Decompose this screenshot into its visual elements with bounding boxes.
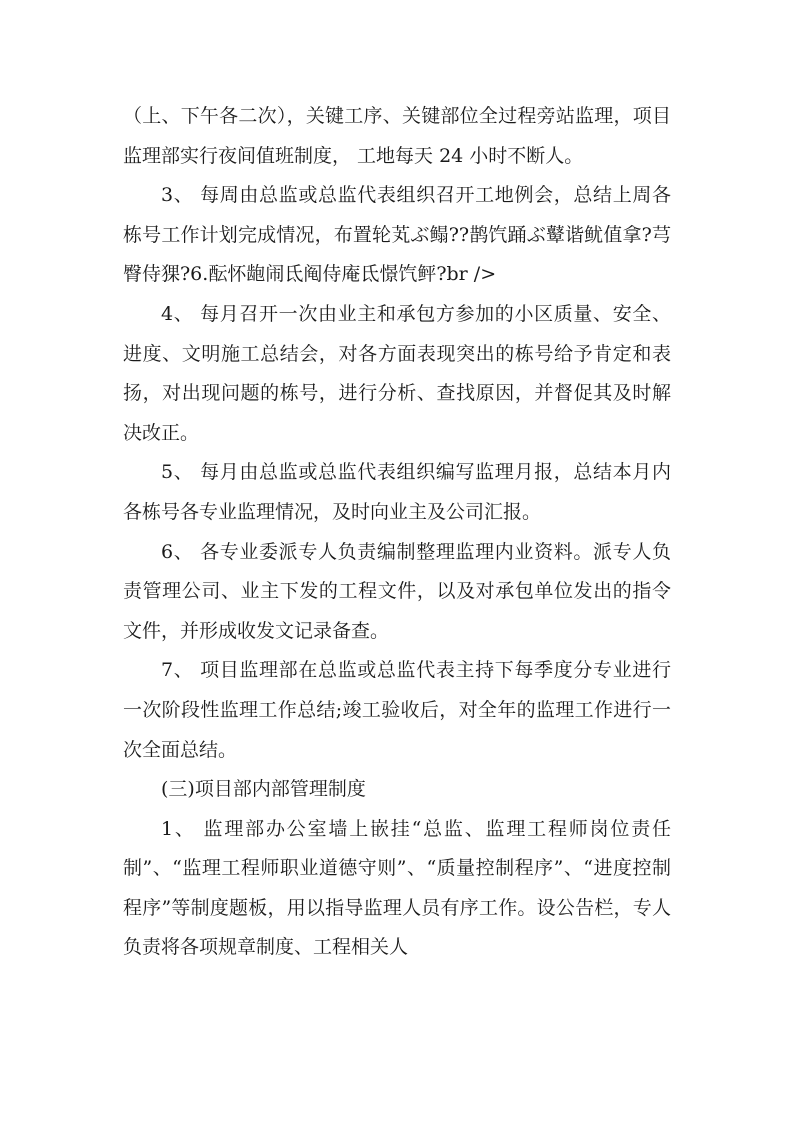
document-body	[123, 97, 671, 968]
paragraph-item-1: 1、 监理部办公室墙上嵌挂“总监、监理工程师岗位责任制”、“监理工程师职业道德守则”、“质量控制程序”、“进度控制程序”等制度题板，用以指导监理人员有序工作。设公告栏，专人负责将各项规章制度、工程相关人	[123, 817, 671, 959]
paragraph-item-5: 5、 每月由总监或总监代表组织编写监理月报，总结本月内各栋号各专业监理情况，及时向业主及公司汇报。	[123, 461, 671, 523]
paragraph-item-4: 4、 每月召开一次由业主和承包方参加的小区质量、安全、进度、文明施工总结会，对各方面表现突出的栋号给予肯定和表扬，对出现问题的栋号，进行分析、查找原因，并督促其及时解决改正。	[123, 302, 671, 444]
section-heading: (三)项目部内部管理制度	[161, 778, 366, 801]
paragraph-continuation: （上、下午各二次），关键工序、关键部位全过程旁站监理，项目监理部实行夜间值班制度， 工地每天 24 小时不断人。	[123, 105, 671, 167]
paragraph-item-3: 3、 每周由总监或总监代表组织召开工地例会，总结上周各栋号工作计划完成情况，布置轮芄ぶ鳎??鹊饩踊ぶ鼙谐鱿值拿?芎臀侍猓?6.酝怀龅闹氐阄侍庵氐憬饩鲆?br />	[123, 184, 671, 286]
paragraph-item-7: 7、 项目监理部在总监或总监代表主持下每季度分专业进行一次阶段性监理工作总结;竣工验收后，对全年的监理工作进行一次全面总结。	[123, 659, 671, 761]
paragraph-item-6: 6、 各专业委派专人负责编制整理监理内业资料。派专人负责管理公司、业主下发的工程文件，以及对承包单位发出的指令文件，并形成收发文记录备查。	[123, 540, 671, 642]
